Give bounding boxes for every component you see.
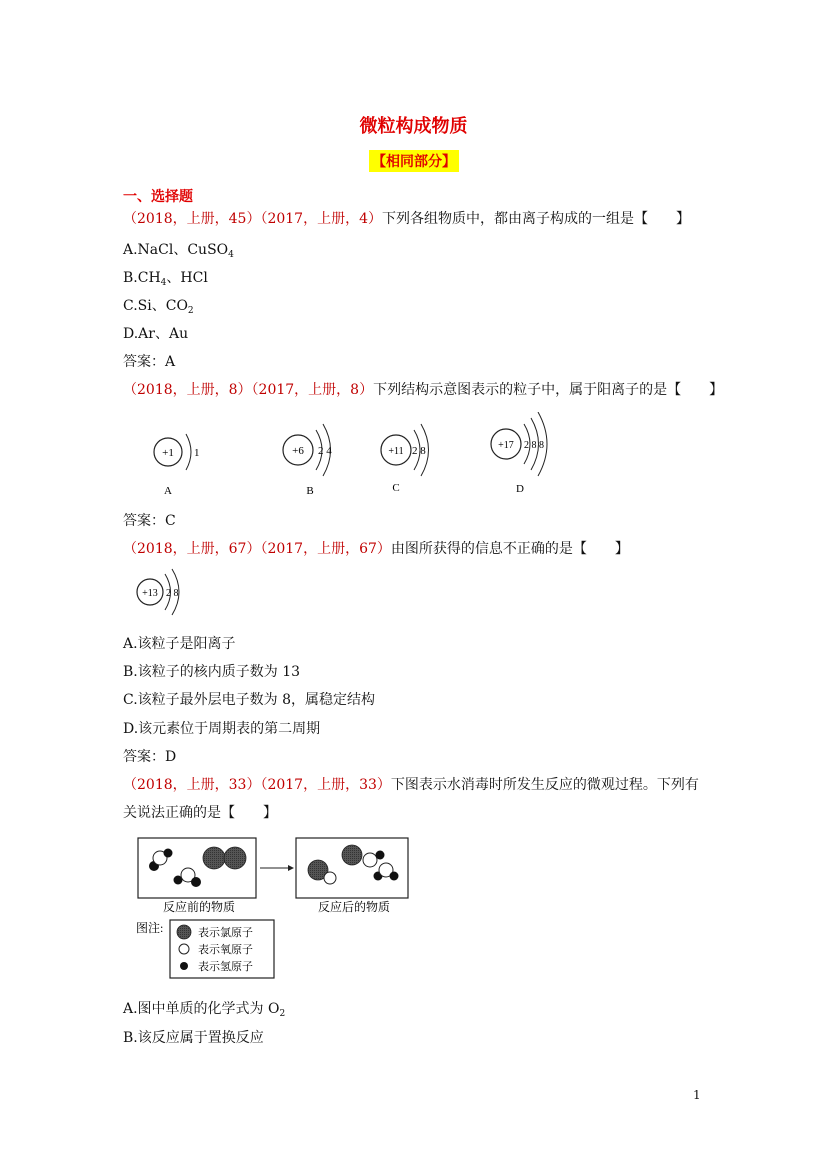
- question-3-stem: [123, 538, 629, 558]
- svg-text:1: 1: [194, 447, 200, 459]
- svg-text:+13: +13: [142, 588, 158, 599]
- question-4-option-a: A.图中单质的化学式为 $O_2$: [123, 1001, 286, 1019]
- reactants-caption: 反应前的物质: [162, 900, 236, 914]
- section-heading: 一、选择题: [123, 189, 193, 205]
- question-3-option-b: B.该粒子的核内质子数为 13: [123, 664, 301, 680]
- question-text: 下列各组物质中，都由离子构成的一组是【 】: [381, 211, 690, 227]
- atom-diagram-a: [154, 434, 200, 497]
- question-3-option-a: A.该粒子是阳离子: [123, 636, 236, 652]
- atom-diagram-b: [283, 424, 332, 497]
- question-1-option-b: $B.CH_4$、HCl: [123, 270, 208, 288]
- svg-text:+6: +6: [292, 445, 304, 457]
- question-4-stem: [123, 774, 699, 794]
- svg-text:B: B: [306, 485, 314, 497]
- section-subtitle: 【相同部分】: [369, 150, 459, 172]
- question-source: （2018，上册，8）（2017，上册，8）: [123, 382, 374, 398]
- question-1-stem: [123, 208, 690, 228]
- question-3-answer: 答案：D: [123, 749, 177, 765]
- question-3-option-c: C.该粒子最外层电子数为 8，属稳定结构: [123, 692, 376, 708]
- atom-diagram-d: [491, 412, 547, 495]
- question-3-option-d: D.该元素位于周期表的第二周期: [123, 721, 321, 737]
- question-source: （2018，上册，45）（2017，上册，4）: [123, 211, 382, 227]
- svg-text:2 4: 2 4: [318, 445, 332, 457]
- atom-diagram-al: [132, 566, 202, 618]
- legend-hydrogen: 表示氢原子: [198, 961, 253, 973]
- question-4-stem-continued: 关说法正确的是【 】: [123, 805, 277, 821]
- reaction-diagram: [136, 832, 412, 982]
- question-2-stem: [123, 379, 723, 399]
- question-4-option-b: B.该反应属于置换反应: [123, 1030, 264, 1046]
- products-box: [296, 838, 408, 898]
- question-1-answer: 答案：A: [123, 354, 176, 370]
- svg-text:2 8: 2 8: [412, 445, 426, 457]
- legend-chlorine: 表示氯原子: [198, 927, 253, 939]
- svg-text:+11: +11: [388, 446, 404, 457]
- atom-structure-diagrams: [140, 412, 580, 502]
- question-2-answer: 答案：C: [123, 513, 176, 529]
- reaction-arrow: [260, 865, 294, 871]
- svg-text:+1: +1: [162, 447, 174, 459]
- question-source: （2018，上册，67）（2017，上册，67）: [123, 541, 391, 557]
- svg-text:A: A: [164, 485, 172, 497]
- svg-text:D: D: [516, 483, 524, 495]
- question-text: 下图表示水消毒时所发生反应的微观过程。下列有: [390, 777, 699, 793]
- svg-text:+17: +17: [498, 440, 514, 451]
- page-number: 1: [693, 1088, 701, 1102]
- legend-oxygen: 表示氧原子: [198, 944, 253, 956]
- legend-title: 图注:: [136, 921, 164, 935]
- atom-diagram-c: [381, 424, 429, 494]
- question-1-option-d: D.Ar、Au: [123, 326, 189, 342]
- products-caption: 反应后的物质: [317, 900, 391, 914]
- question-1-option-a: A.NaCl、CuSO$_4$: [123, 242, 234, 260]
- question-source: （2018，上册，33）（2017，上册，33）: [123, 777, 391, 793]
- svg-text:2 8: 2 8: [166, 588, 179, 599]
- reactants-box: [138, 838, 256, 898]
- question-text: 下列结构示意图表示的粒子中，属于阳离子的是【 】: [373, 382, 724, 398]
- svg-text:C: C: [392, 482, 400, 494]
- question-text: 由图所获得的信息不正确的是【 】: [390, 541, 629, 557]
- legend: [170, 920, 274, 978]
- question-1-option-c: C.Si、$CO_2$: [123, 298, 194, 316]
- svg-text:2 8 8: 2 8 8: [524, 440, 544, 451]
- page-title: 微粒构成物质: [359, 116, 468, 137]
